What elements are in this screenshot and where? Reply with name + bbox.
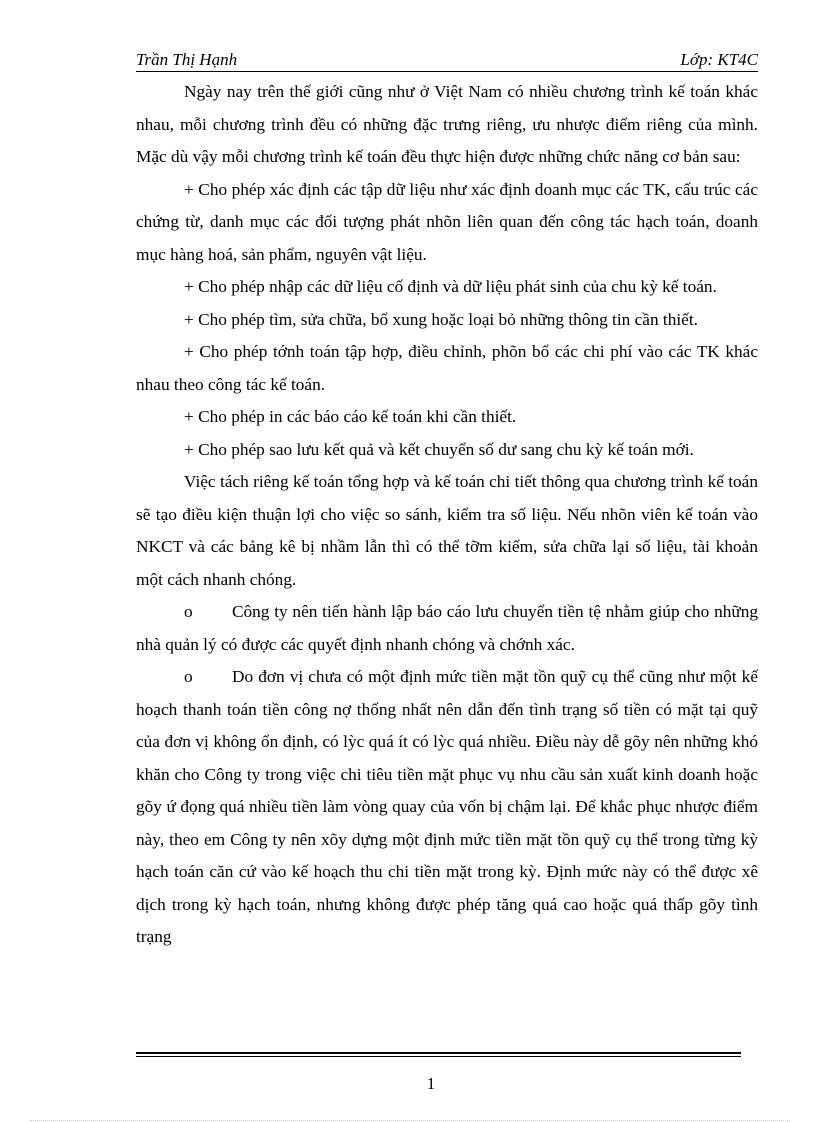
paragraph-feature-print: + Cho phép in các báo cáo kế toán khi cần thiết.	[184, 407, 517, 426]
body-text	[136, 76, 758, 954]
bullet-cash-norm	[136, 661, 758, 954]
bullet-text: Công ty nên tiến hành lập báo cáo lưu chuyển tiền tệ nhằm giúp cho những nhà quản lý có được các quyết định nhanh chóng và chớnh xác.	[136, 602, 758, 654]
page-header	[136, 50, 758, 70]
bullet-cashflow-report	[136, 596, 758, 661]
paragraph-feature-search: + Cho phép tìm, sửa chữa, bổ xung hoặc loại bỏ những thông tin cần thiết.	[184, 309, 698, 329]
paragraph-feature-backup: + Cho phép sao lưu kết quả và kết chuyển số dư sang chu kỳ kế toán mới.	[184, 439, 694, 459]
paragraph-feature-define: + Cho phép xác định các tập dữ liệu như xác định doanh mục các TK, cấu trúc các chứng từ, danh mục các đối tượng phát nhõn liên quan đến công tác hạch toán, doanh mục hàng hoá, sản phẩm, nguyên vật liệu.	[136, 179, 758, 264]
paragraph-feature-compute: + Cho phép tớnh toán tập hợp, điều chỉnh, phõn bổ các chi phí vào các TK khác nhau theo công tác kế toán.	[136, 342, 758, 394]
footer-divider-thick	[136, 1052, 741, 1054]
paragraph-separation: Việc tách riêng kế toán tổng hợp và kế toán chi tiết thông qua chương trình kế toán sẽ tạo điều kiện thuận lợi cho việc so sánh, kiểm tra số liệu. Nếu nhõn viên kế toán vào NKCT và các bảng kê bị nhầm lẫn thì có thể tỡm kiếm, sửa chữa lại số liệu, tài khoản một cách nhanh chóng.	[136, 472, 758, 589]
footer-divider-thin	[136, 1056, 741, 1057]
paragraph-feature-input: + Cho phép nhập các dữ liệu cố định và dữ liệu phát sinh của chu kỳ kế toán.	[184, 277, 717, 296]
paragraph-intro: Ngày nay trên thế giới cũng như ở Việt Nam có nhiều chương trình kế toán khác nhau, mỗi chương trình đều có những đặc trưng riêng, ưu nhược điểm riêng của mình. Mặc dù vậy mỗi chương trình kế toán đều thực hiện được những chức năng cơ bản sau:	[136, 82, 758, 166]
page-bottom-edge	[30, 1120, 790, 1121]
bullet-marker: o	[184, 667, 193, 686]
header-class: Lớp: KT4C	[680, 50, 758, 69]
bullet-text: Do đơn vị chưa có một định mức tiền mặt tồn quỹ cụ thể cũng như một kế hoạch thanh toán tiền công nợ thống nhất nên dẫn đến tình trạng số tiền có mặt tại quỹ của đơn vị không ổn định, có lỳc quá ít có lỳc quá nhiều. Điều này dễ gõy nên những khó khăn cho Công ty trong việc chi tiêu tiền mặt phục vụ nhu cầu sản xuất kinh doanh hoặc gõy ứ đọng quá nhiều tiền làm vòng quay của vốn bị chậm lại. Để khắc phục nhược điểm này, theo em Công ty nên xõy dựng một định mức tiền mặt tồn quỹ cụ thể trong từng kỳ hạch toán căn cứ vào kế hoạch thu chi tiền mặt trong kỳ. Định mức này có thể được xê dịch trong kỳ hạch toán, nhưng không được phép tăng quá cao hoặc quá thấp gõy tình trạng	[136, 667, 758, 946]
page-number: 1	[426, 1074, 436, 1093]
header-author: Trần Thị Hạnh	[136, 50, 238, 69]
header-divider	[136, 71, 758, 72]
bullet-marker: o	[184, 602, 193, 621]
